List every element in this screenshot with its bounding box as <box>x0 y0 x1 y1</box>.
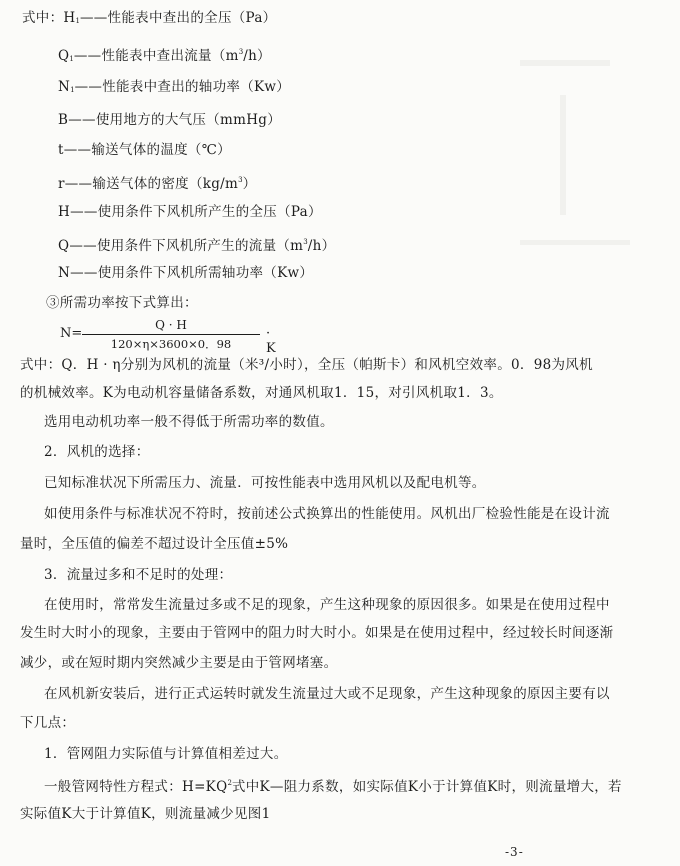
paragraph-line: 下几点： <box>20 715 76 731</box>
paragraph-line: 式中：Q．H · η分别为风机的流量（米³/小时），全压（帕斯卡）和风机空效率。0．98为风机 <box>20 357 593 373</box>
legend-r: r——输送气体的密度$(kg/m^3)$ <box>58 176 257 192</box>
formula-lhs: N= <box>60 326 83 341</box>
paragraph-line: 一般管网特性方程式：$H=KQ^2$式中K—阻力系数，如实际值K小于计算值K时，则流量增大，若 <box>44 779 622 795</box>
bleed-through-mark <box>520 240 630 245</box>
legend-b: B——使用地方的大气压（mmHg） <box>58 112 282 128</box>
legend-q: Q——使用条件下风机所产生的流量$(m^3/h)$ <box>58 238 336 254</box>
legend-q1: Q1——性能表中查出流量$(m^3/h)$ <box>58 48 271 64</box>
paragraph-line: 减少，或在短时期内突然减少主要是由于管网堵塞。 <box>20 655 338 671</box>
paragraph-line: 如使用条件与标准状况不符时，按前述公式换算出的性能使用。风机出厂检验性能是在设计流 <box>44 506 610 522</box>
paragraph-line: 量时，全压值的偏差不超过设计全压值±5% <box>20 536 289 552</box>
legend-n1: N1——性能表中查出的轴功率（Kw） <box>58 79 291 95</box>
section-heading-flow: 3．流量过多和不足时的处理： <box>44 567 233 583</box>
bleed-through-mark <box>560 95 566 215</box>
paragraph-line: 在风机新安装后，进行正式运转时就发生流量过大或不足现象，产生这种现象的原因主要有以 <box>44 686 610 702</box>
formula-tail: · K <box>266 326 276 356</box>
paragraph-line: 发生时大时小的现象，主要由于管网中的阻力时大时小。如果是在使用过程中，经过较长时间逐渐 <box>20 625 614 641</box>
legend-h: H——使用条件下风机所产生的全压（Pa） <box>58 204 322 220</box>
formula-numerator: Q · H <box>155 318 187 332</box>
section-heading-power: ③所需功率按下式算出： <box>46 295 198 311</box>
fraction-bar <box>82 334 260 335</box>
legend-n: N——使用条件下风机所需轴功率（Kw） <box>58 265 314 281</box>
section-heading-selection: 2．风机的选择： <box>44 444 150 460</box>
bleed-through-mark <box>520 60 610 66</box>
legend-t: t——输送气体的温度（℃） <box>58 142 231 158</box>
list-item: 1．管网阻力实际值与计算值相差过大。 <box>44 746 288 762</box>
paragraph-line: 选用电动机功率一般不得低于所需功率的数值。 <box>44 414 334 430</box>
paragraph-line: 已知标准状况下所需压力、流量．可按性能表中选用风机以及配电机等。 <box>44 475 486 491</box>
formula-denominator: 120×η×3600×0．98 <box>110 337 232 351</box>
paragraph-line: 实际值K大于计算值K，则流量减少见图1 <box>20 806 271 822</box>
paragraph-line: 的机械效率。K为电动机容量储备系数，对通风机取1．15，对引风机取1．3。 <box>20 385 503 401</box>
formula-fraction <box>82 318 260 352</box>
legend-h1: 式中：H1——性能表中查出的全压（Pa） <box>22 10 277 26</box>
page-number: -3- <box>505 845 524 859</box>
paragraph-line: 在使用时，常常发生流量过多或不足的现象，产生这种现象的原因很多。如果是在使用过程中 <box>44 597 610 613</box>
